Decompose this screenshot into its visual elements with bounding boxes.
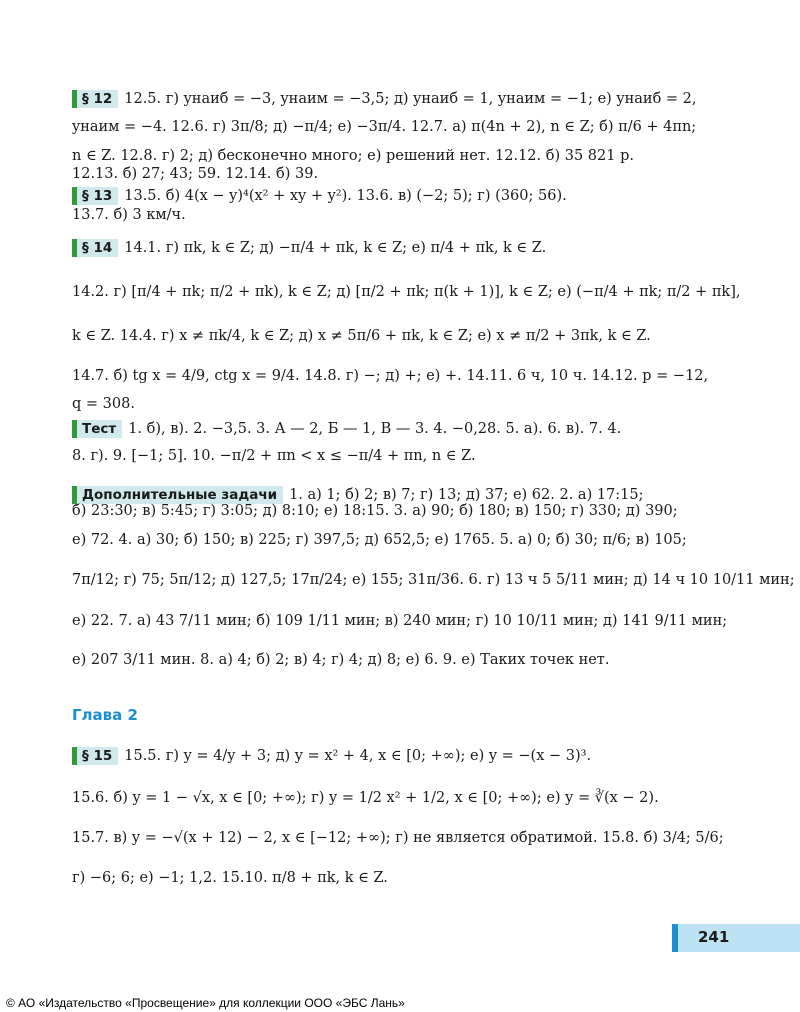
section-tag-13: § 13 <box>72 187 118 205</box>
answer-line-22: 15.7. в) y = −√(x + 12) − 2, x ∈ [−12; +∞); г) не является обратимой. 15.8. б) 3/4; 5/6; <box>72 830 724 846</box>
page-number-tab <box>672 924 800 952</box>
answer-line-12 <box>72 419 682 439</box>
answer-line-13: 8. г). 9. [−1; 5]. 10. −π/2 + πn < x ≤ −π/4 + πn, n ∈ Z. <box>72 448 476 464</box>
section-tag-14: § 14 <box>72 239 118 257</box>
answer-text: 1. б), в). 2. −3,5. 3. А — 2, Б — 1, В — 3. 4. −0,28. 5. а). 6. в). 7. 4. <box>128 421 622 437</box>
answer-text: 12.5. г) yнаиб = −3, yнаим = −3,5; д) yнаиб = 1, yнаим = −1; е) yнаиб = 2, <box>124 91 697 107</box>
copyright-notice: © АО «Издательство «Просвещение» для коллекции ООО «ЭБС Лань» <box>6 996 405 1010</box>
section-tag-12: § 12 <box>72 90 118 108</box>
answer-line-1 <box>72 89 697 109</box>
answer-line-20 <box>72 746 682 766</box>
answer-line-11: q = 308. <box>72 396 135 412</box>
section-tag-15: § 15 <box>72 747 118 765</box>
section-tag-extra: Дополнительные задачи <box>72 486 283 504</box>
answer-line-19: е) 207 3/11 мин. 8. а) 4; б) 2; в) 4; г) 4; д) 8; е) 6. 9. е) Таких точек нет. <box>72 652 610 668</box>
chapter-heading: Глава 2 <box>72 706 138 724</box>
answer-text: 14.1. г) πk, k ∈ Z; д) −π/4 + πk, k ∈ Z; е) π/4 + πk, k ∈ Z. <box>124 240 547 256</box>
answer-line-9: k ∈ Z. 14.4. г) x ≠ πk/4, k ∈ Z; д) x ≠ 5π/6 + πk, k ∈ Z; е) x ≠ π/2 + 3πk, k ∈ Z. <box>72 328 651 344</box>
answer-line-23: г) −6; 6; е) −1; 1,2. 15.10. π/8 + πk, k ∈ Z. <box>72 870 388 886</box>
answer-line-5 <box>72 186 682 206</box>
answer-line-8: 14.2. г) [π/4 + πk; π/2 + πk), k ∈ Z; д) [π/2 + πk; π(k + 1)], k ∈ Z; е) (−π/4 + πk; π/2 + πk], <box>72 284 741 300</box>
answer-line-15: б) 23:30; в) 5:45; г) 3:05; д) 8:10; е) 18:15. 3. а) 90; б) 180; в) 150; г) 330; д) 390; <box>72 503 678 519</box>
answer-line-3: n ∈ Z. 12.8. г) 2; д) бесконечно много; е) решений нет. 12.12. б) 35 821 р. <box>72 148 634 164</box>
answer-line-2: yнаим = −4. 12.6. г) 3π/8; д) −π/4; е) −3π/4. 12.7. а) π(4n + 2), n ∈ Z; б) π/6 + 4πn; <box>72 119 697 135</box>
answer-line-18: е) 22. 7. а) 43 7/11 мин; б) 109 1/11 мин; в) 240 мин; г) 10 10/11 мин; д) 141 9/11 мин; <box>72 613 728 629</box>
answer-line-10: 14.7. б) tg x = 4/9, ctg x = 9/4. 14.8. г) −; д) +; е) +. 14.11. 6 ч, 10 ч. 14.12. p = −12, <box>72 368 709 384</box>
answer-text: 1. а) 1; б) 2; в) 7; г) 13; д) 37; е) 62. 2. а) 17:15; <box>289 487 644 503</box>
answer-text: 13.5. б) 4(x − y)⁴(x² + xy + y²). 13.6. в) (−2; 5); г) (360; 56). <box>124 188 567 204</box>
section-tag-test: Тест <box>72 420 122 438</box>
answer-line-17: 7π/12; г) 75; 5π/12; д) 127,5; 17π/24; е) 155; 31π/36. 6. г) 13 ч 5 5/11 мин; д) 14 ч 10 10/11 мин; <box>72 572 795 588</box>
page-number: 241 <box>698 928 730 946</box>
answer-line-16: е) 72. 4. а) 30; б) 150; в) 225; г) 397,5; д) 652,5; е) 1765. 5. а) 0; б) 30; π/6; в) 105; <box>72 532 687 548</box>
answer-line-6: 13.7. б) 3 км/ч. <box>72 207 186 223</box>
answer-line-7 <box>72 238 682 258</box>
answer-line-21: 15.6. б) y = 1 − √x, x ∈ [0; +∞); г) y = 1/2 x² + 1/2, x ∈ [0; +∞); е) y = ∛(x − 2). <box>72 790 659 806</box>
answer-text: 15.5. г) y = 4/y + 3; д) y = x² + 4, x ∈ [0; +∞); е) y = −(x − 3)³. <box>124 748 592 764</box>
answer-line-4: 12.13. б) 27; 43; 59. 12.14. б) 39. <box>72 166 319 182</box>
